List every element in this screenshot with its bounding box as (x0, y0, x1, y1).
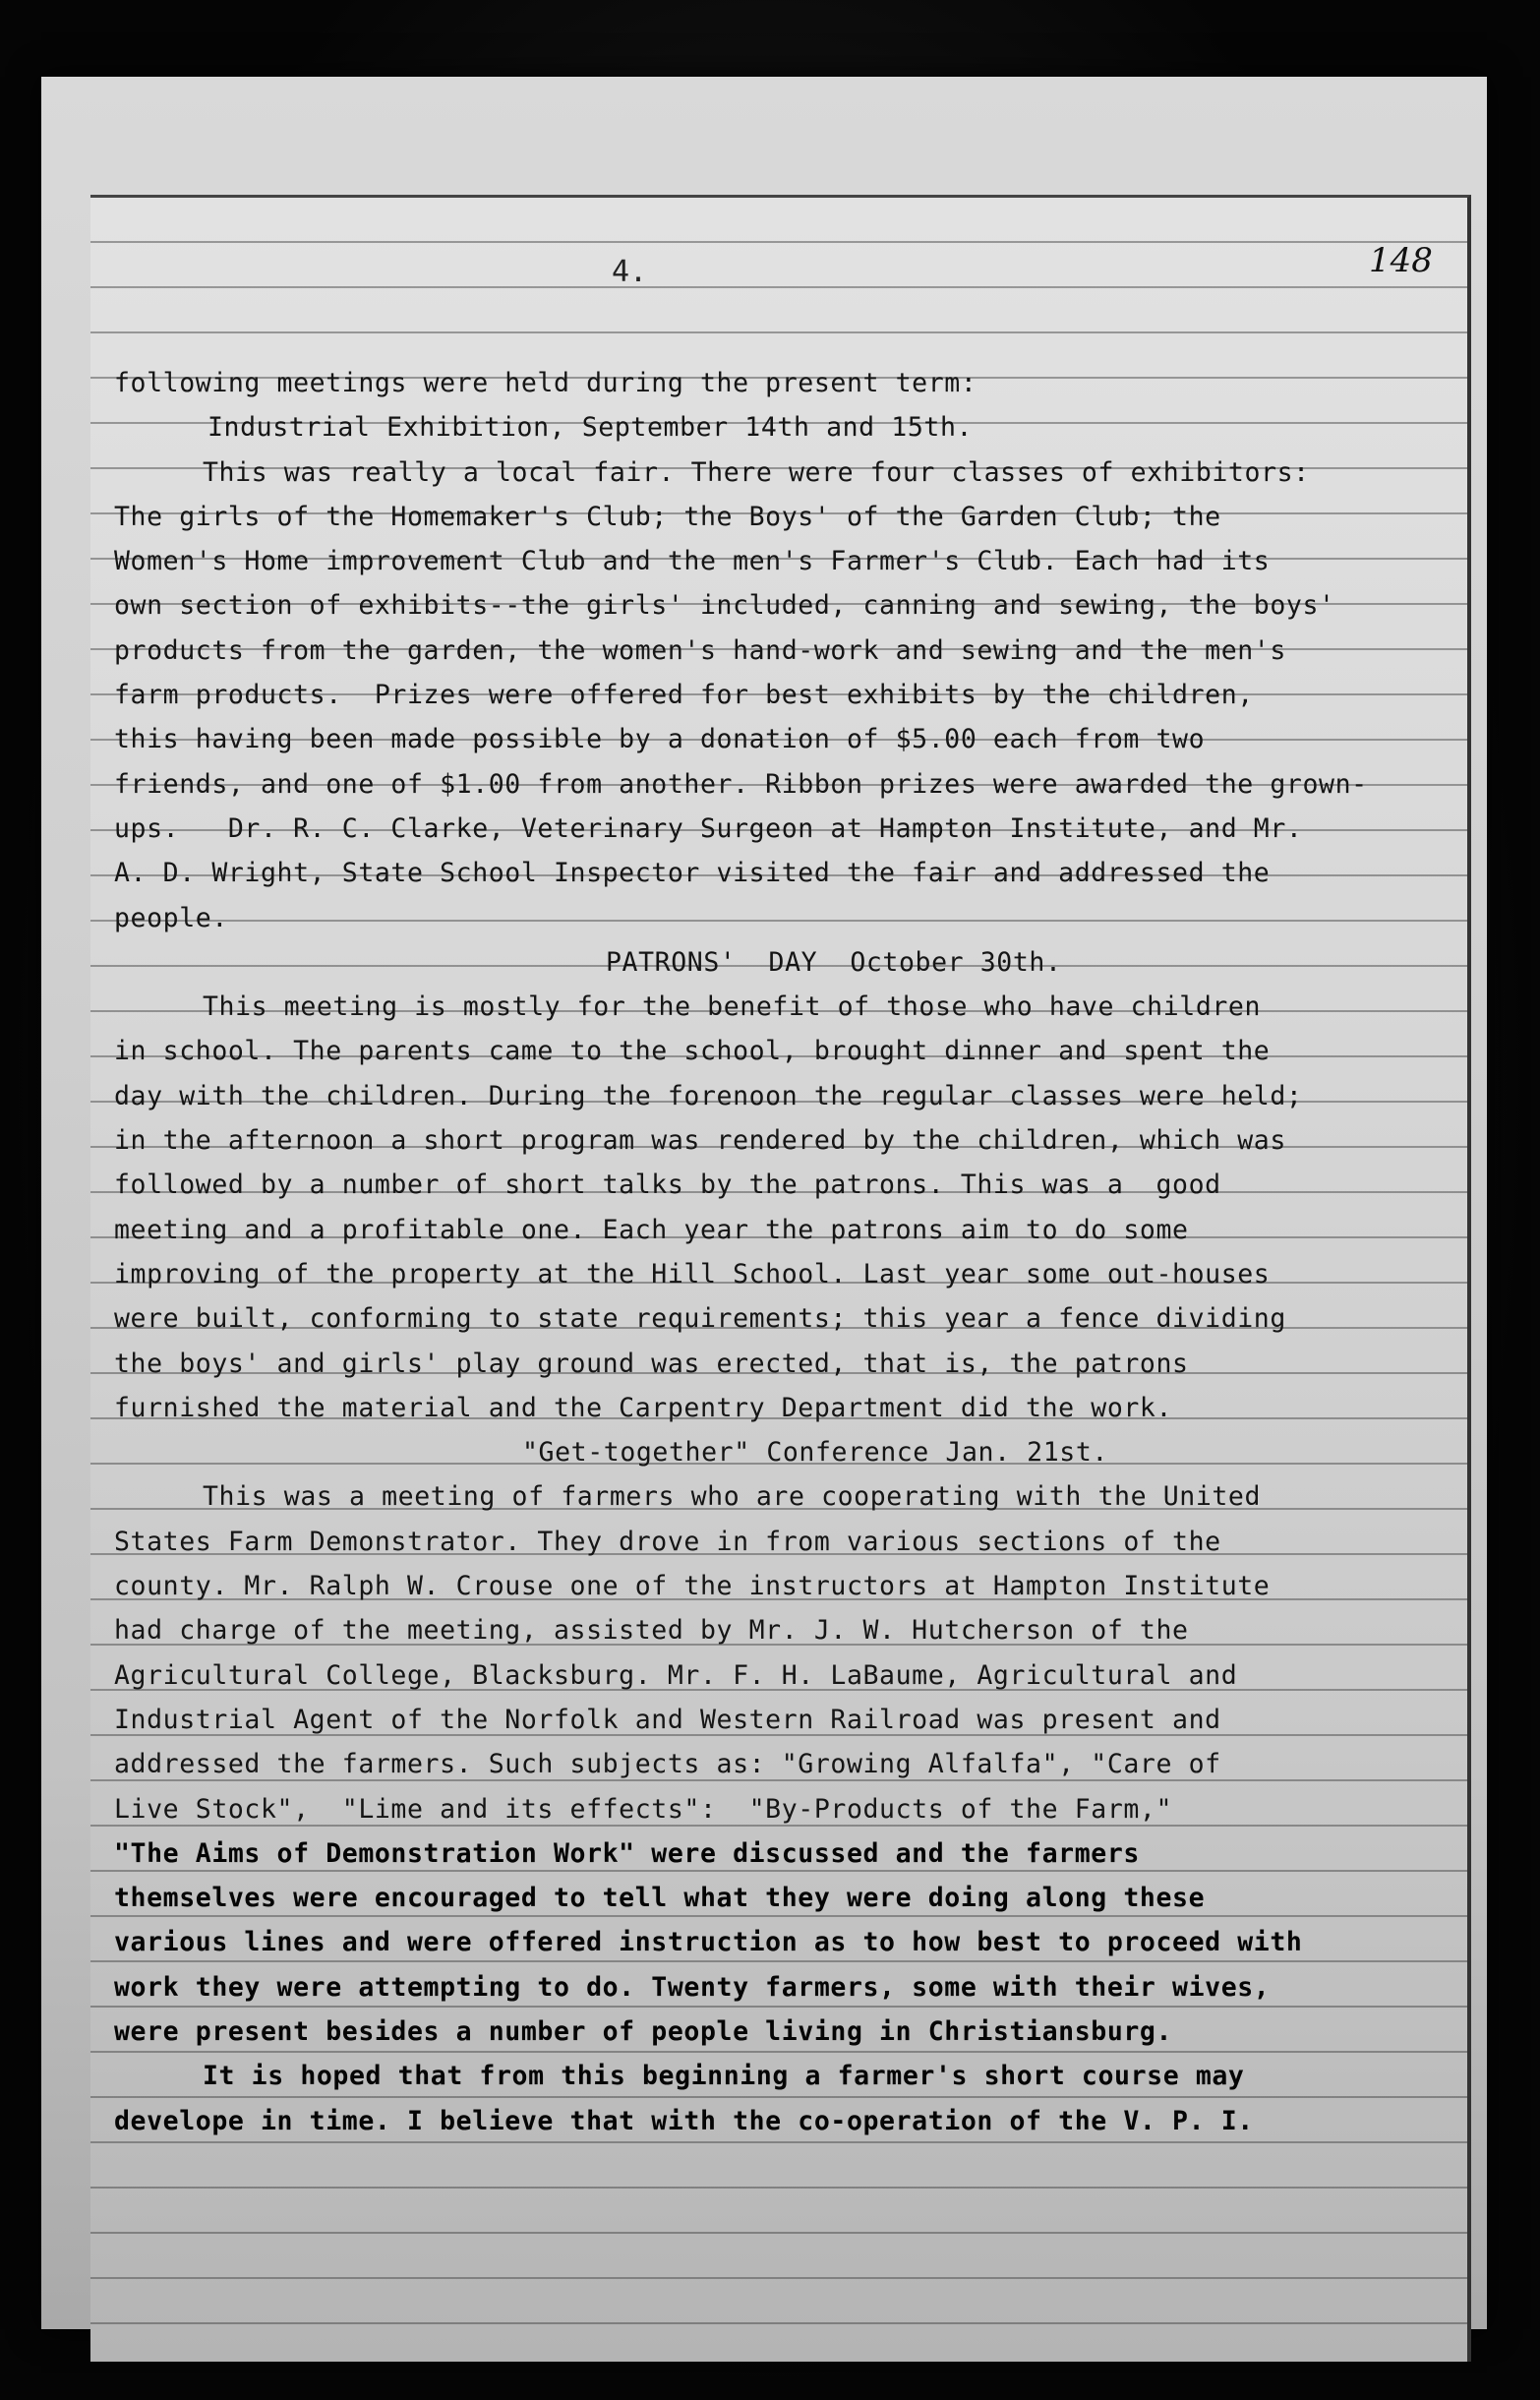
text-line: It is hoped that from this beginning a farmer's short course may (203, 2061, 1245, 2092)
text-line: work they were attempting to do. Twenty farmers, some with their wives, (114, 1971, 1271, 2003)
text-line: friends, and one of $1.00 from another. Ribbon prizes were awarded the grown- (114, 768, 1368, 800)
text-line: ups. Dr. R. C. Clarke, Veterinary Surgeon at Hampton Institute, and Mr. (114, 812, 1303, 844)
text-line: improving of the property at the Hill School. Last year some out-houses (114, 1258, 1271, 1290)
text-line: various lines and were offered instruction as to how best to proceed with (114, 1927, 1303, 1958)
text-line: this having been made possible by a donation of $5.00 each from two (114, 724, 1206, 755)
text-line: This was a meeting of farmers who are cooperating with the United (203, 1481, 1262, 1513)
text-line: following meetings were held during the present term: (114, 368, 977, 398)
handwritten-page-number: 148 (1369, 241, 1433, 280)
text-line: were present besides a number of people living in Christiansburg. (114, 2015, 1173, 2047)
text-line: themselves were encouraged to tell what they were doing along these (114, 1883, 1206, 1914)
section-heading: "Get-together" Conference Jan. 21st. (522, 1437, 1108, 1469)
text-line: day with the children. During the forenoon the regular classes were held; (114, 1080, 1303, 1111)
text-line: This was really a local fair. There were four classes of exhibitors: (203, 456, 1310, 488)
text-line: develope in time. I believe that with the co-operation of the V. P. I. (114, 2105, 1254, 2136)
text-line: Live Stock", "Lime and its effects": "By-Products of the Farm," (114, 1793, 1173, 1825)
section-heading: PATRONS' DAY October 30th. (606, 946, 1062, 978)
text-line: own section of exhibits--the girls' included, canning and sewing, the boys' (114, 590, 1335, 622)
text-line: Women's Home improvement Club and the men's Farmer's Club. Each had its (114, 546, 1271, 577)
text-line: States Farm Demonstrator. They drove in from various sections of the (114, 1526, 1221, 1557)
text-line: Industrial Exhibition, September 14th and 15th. (207, 412, 974, 444)
text-line: in the afternoon a short program was rendered by the children, which was (114, 1125, 1286, 1157)
text-line: followed by a number of short talks by the patrons. This was a good (114, 1170, 1221, 1201)
text-line: in school. The parents came to the school, brought dinner and spent the (114, 1036, 1271, 1067)
body-text (114, 361, 1451, 2143)
text-line: county. Mr. Ralph W. Crouse one of the instructors at Hampton Institute (114, 1571, 1271, 1602)
text-line: products from the garden, the women's hand-work and sewing and the men's (114, 634, 1286, 666)
text-line: were built, conforming to state requirements; this year a fence dividing (114, 1303, 1286, 1335)
text-line: This meeting is mostly for the benefit of those who have children (203, 991, 1262, 1023)
typed-page (90, 195, 1471, 2362)
text-line: Industrial Agent of the Norfolk and Western Railroad was present and (114, 1704, 1221, 1735)
page-number: 4. (612, 255, 648, 289)
text-line: had charge of the meeting, assisted by Mr. J. W. Hutcherson of the (114, 1615, 1189, 1647)
text-line: furnished the material and the Carpentry Department did the work. (114, 1392, 1173, 1423)
text-line: addressed the farmers. Such subjects as: "Growing Alfalfa", "Care of (114, 1749, 1221, 1780)
paper-sheet (41, 77, 1487, 2329)
text-line: Agricultural College, Blacksburg. Mr. F. H. LaBaume, Agricultural and (114, 1659, 1238, 1691)
text-line: people. (114, 902, 228, 933)
text-line: meeting and a profitable one. Each year the patrons aim to do some (114, 1214, 1189, 1245)
text-line: "The Aims of Demonstration Work" were discussed and the farmers (114, 1837, 1140, 1869)
text-line: A. D. Wright, State School Inspector visited the fair and addressed the (114, 858, 1271, 889)
text-line: farm products. Prizes were offered for best exhibits by the children, (114, 680, 1254, 711)
text-line: The girls of the Homemaker's Club; the Boys' of the Garden Club; the (114, 501, 1221, 532)
text-line: the boys' and girls' play ground was erected, that is, the patrons (114, 1348, 1189, 1379)
